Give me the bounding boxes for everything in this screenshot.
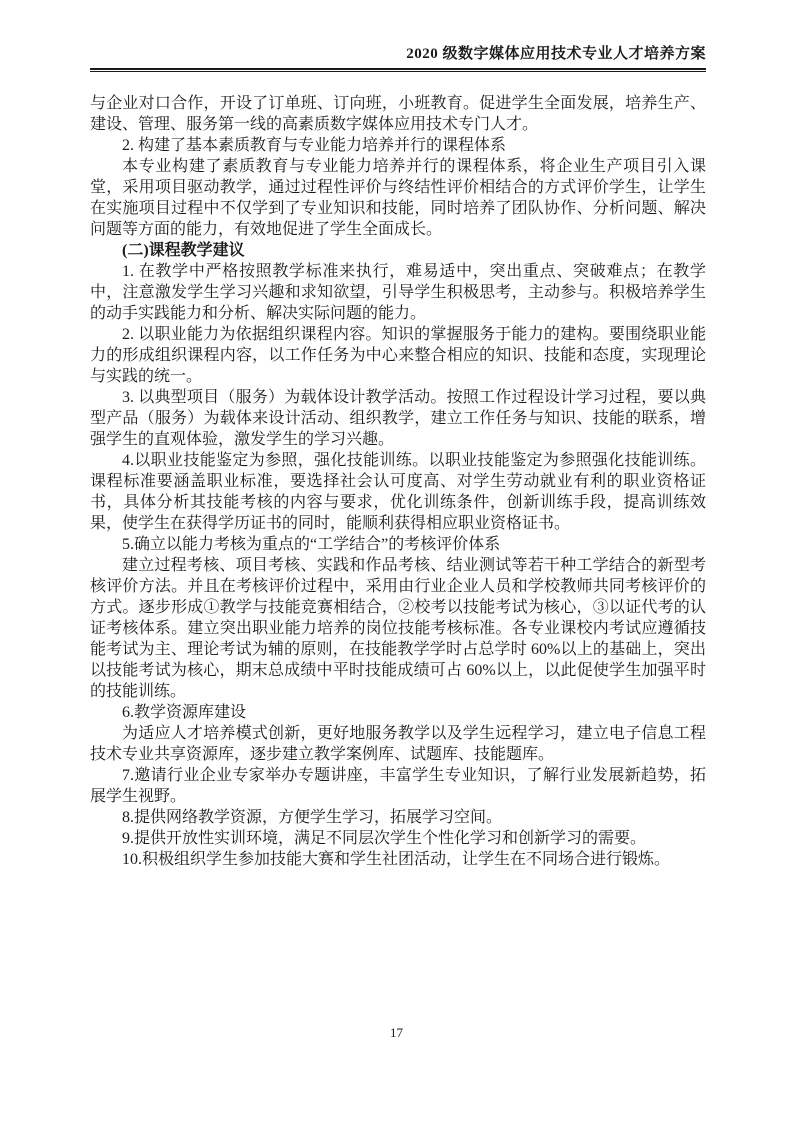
paragraph: 2. 构建了基本素质教育与专业能力培养并行的课程体系 bbox=[122, 137, 507, 154]
header-title: 2020 级数字媒体应用技术专业人才培养方案 bbox=[406, 46, 706, 62]
section-heading: (二)课程教学建议 bbox=[122, 242, 245, 259]
paragraph: 6.教学资源库建设 bbox=[122, 704, 247, 721]
document-body bbox=[90, 93, 706, 870]
paragraph: 7.邀请行业企业专家举办专题讲座，丰富学生专业知识，了解行业发展新趋势，拓展学生视野。 bbox=[90, 767, 706, 805]
paragraph: 5.确立以能力考核为重点的“工学结合”的考核评价体系 bbox=[122, 536, 501, 553]
page-footer bbox=[0, 1025, 793, 1041]
paragraph: 为适应人才培养模式创新，更好地服务教学以及学生远程学习，建立电子信息工程技术专业共享资源库，逐步建立教学案例库、试题库、技能题库。 bbox=[90, 725, 706, 763]
paragraph: 与企业对口合作，开设了订单班、订向班，小班教育。促进学生全面发展，培养生产、建设、管理、服务第一线的高素质数字媒体应用技术专门人才。 bbox=[90, 95, 706, 133]
paragraph: 1. 在教学中严格按照教学标准来执行，难易适中，突出重点、突破难点；在教学中，注意激发学生学习兴趣和求知欲望，引导学生积极思考，主动参与。积极培养学生的动手实践能力和分析、解决实际问题的能力。 bbox=[90, 263, 706, 322]
paragraph: 4.以职业技能鉴定为参照，强化技能训练。以职业技能鉴定为参照强化技能训练。课程标准要涵盖职业标准，要选择社会认可度高、对学生劳动就业有利的职业资格证书，具体分析其技能考核的内容与要求，优化训练条件，创新训练手段，提高训练效果，使学生在获得学历证书的同时，能顺利获得相应职业资格证书。 bbox=[90, 452, 706, 532]
header-double-rule bbox=[90, 68, 706, 72]
paragraph: 9.提供开放性实训环境，满足不同层次学生个性化学习和创新学习的需要。 bbox=[122, 830, 647, 847]
paragraph: 8.提供网络教学资源，方便学生学习，拓展学习空间。 bbox=[122, 809, 503, 826]
paragraph: 3. 以典型项目（服务）为载体设计教学活动。按照工作过程设计学习过程，要以典型产品（服务）为载体来设计活动、组织教学，建立工作任务与知识、技能的联系，增强学生的直观体验，激发学生的学习兴趣。 bbox=[90, 389, 706, 448]
page-number: 17 bbox=[390, 1025, 403, 1040]
paragraph: 10.积极组织学生参加技能大赛和学生社团活动，让学生在不同场合进行锻炼。 bbox=[122, 851, 671, 868]
paragraph: 2. 以职业能力为依据组织课程内容。知识的掌握服务于能力的建构。要围绕职业能力的形成组织课程内容，以工作任务为中心来整合相应的知识、技能和态度，实现理论与实践的统一。 bbox=[90, 326, 706, 385]
paragraph: 本专业构建了素质教育与专业能力培养并行的课程体系，将企业生产项目引入课堂，采用项目驱动教学，通过过程性评价与终结性评价相结合的方式评价学生，让学生在实施项目过程中不仅学到了专业知识和技能，同时培养了团队协作、分析问题、解决问题等方面的能力，有效地促进了学生全面成长。 bbox=[90, 158, 706, 238]
paragraph: 建立过程考核、项目考核、实践和作品考核、结业测试等若干种工学结合的新型考核评价方法。并且在考核评价过程中，采用由行业企业人员和学校教师共同考核评价的方式。逐步形成①教学与技能竞赛相结合，②校考以技能考试为核心，③以证代考的认证考核体系。建立突出职业能力培养的岗位技能考核标准。各专业课校内考试应遵循技能考试为主、理论考试为辅的原则，在技能教学学时占总学时 60%以上的基础上，突出以技能考试为核心，期末总成绩中平时技能成绩可占 60%以上，以此促使学生加强平时的技能训练。 bbox=[90, 557, 706, 700]
